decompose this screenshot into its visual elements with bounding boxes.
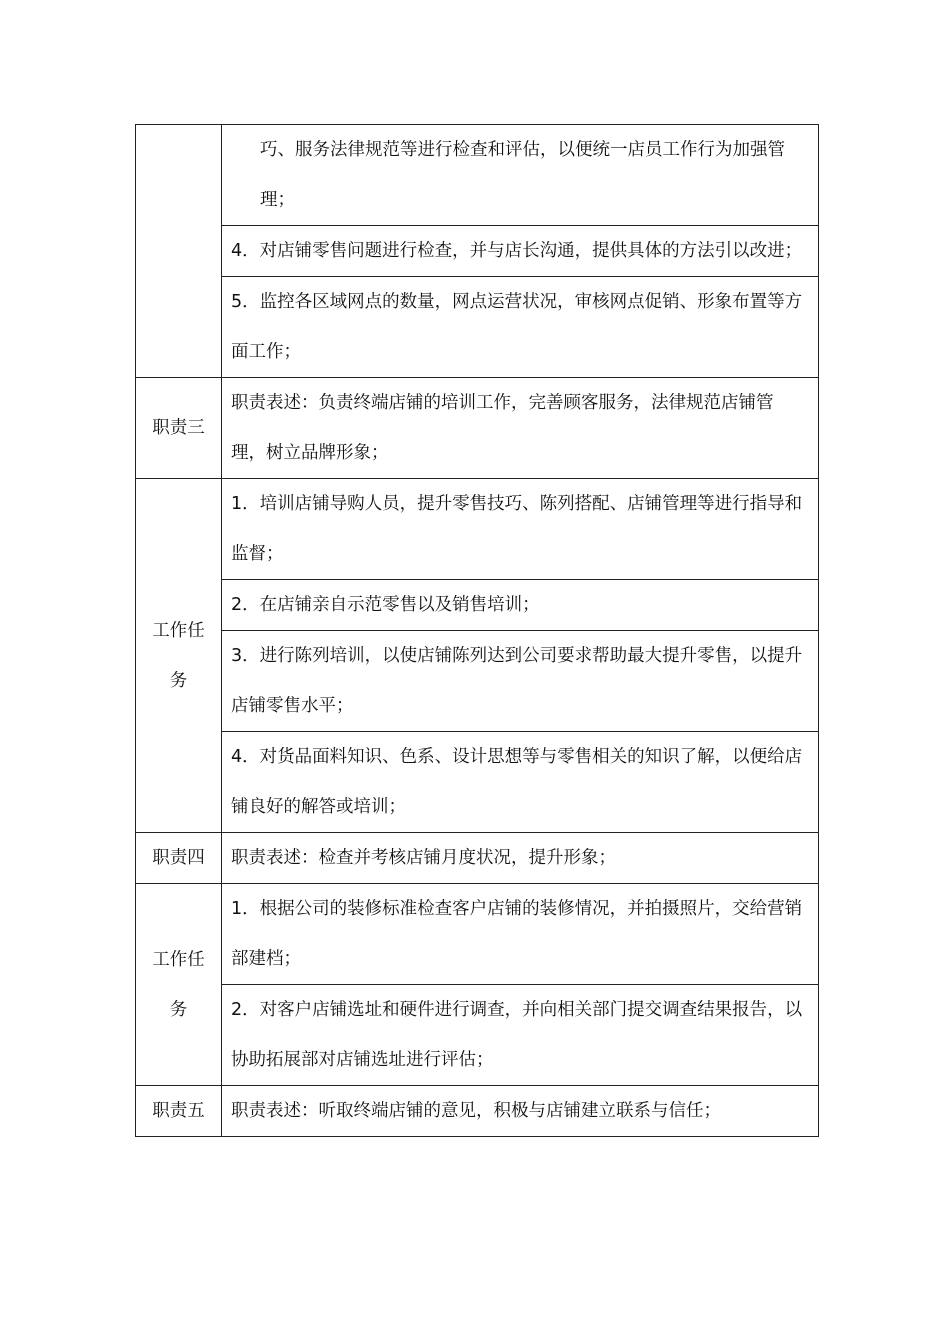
content-cell [222,277,819,378]
row-label-cell [136,479,222,833]
duty-description-text: 职责表述：负责终端店铺的培训工作，完善顾客服务，法律规范店铺管理，树立品牌形象； [231,393,774,463]
table-row [136,125,819,226]
content-cell [222,833,819,884]
row-label-cell [136,884,222,1086]
content-cell [222,1086,819,1137]
duty-item-text: 3．进行陈列培训，以使店铺陈列达到公司要求帮助最大提升零售，以提升店铺零售水平； [231,646,803,716]
job-duties-table [135,124,819,1137]
content-cell [222,985,819,1086]
duty-item-text: 1．根据公司的装修标准检查客户店铺的装修情况，并拍摄照片，交给营销部建档； [231,899,803,969]
duty-item-text: 2．对客户店铺选址和硬件进行调查，并向相关部门提交调查结果报告，以协助拓展部对店铺选址进行评估； [231,1000,803,1070]
row-label: 工作任务 [152,620,205,691]
duty-item-text: 2．在店铺亲自示范零售以及销售培训； [231,595,540,615]
row-label: 工作任务 [152,949,205,1020]
content-cell [222,631,819,732]
table-row [136,479,819,580]
row-label-cell [136,833,222,884]
row-label: 职责三 [152,418,205,438]
table-row [136,985,819,1086]
duty-item-text: 4．对货品面料知识、色系、设计思想等与零售相关的知识了解，以便给店铺良好的解答或培训； [231,747,803,817]
row-label-cell [136,1086,222,1137]
table-row [136,1086,819,1137]
table-row [136,631,819,732]
content-cell [222,732,819,833]
duty-item-text: 5．监控各区域网点的数量，网点运营状况，审核网点促销、形象布置等方面工作； [231,292,803,362]
table-row [136,580,819,631]
duty-item-text: 1．培训店铺导购人员，提升零售技巧、陈列搭配、店铺管理等进行指导和监督； [231,494,803,564]
duty-item-text: 巧、服务法律规范等进行检查和评估，以便统一店员工作行为加强管理； [260,140,785,210]
table-row [136,732,819,833]
content-cell [222,580,819,631]
row-label: 职责五 [152,1101,205,1121]
content-cell [222,884,819,985]
row-label-cell [136,125,222,378]
row-label: 职责四 [152,848,205,868]
duty-description-text: 职责表述：检查并考核店铺月度状况，提升形象； [231,848,616,868]
table-row [136,226,819,277]
duty-description-text: 职责表述：听取终端店铺的意见，积极与店铺建立联系与信任； [231,1101,721,1121]
table-row [136,884,819,985]
content-cell [222,226,819,277]
content-cell [222,479,819,580]
content-cell [222,378,819,479]
content-cell [222,125,819,226]
table-row [136,833,819,884]
row-label-cell [136,378,222,479]
duty-item-text: 4．对店铺零售问题进行检查，并与店长沟通，提供具体的方法引以改进； [231,241,803,261]
table-row [136,378,819,479]
table-row [136,277,819,378]
